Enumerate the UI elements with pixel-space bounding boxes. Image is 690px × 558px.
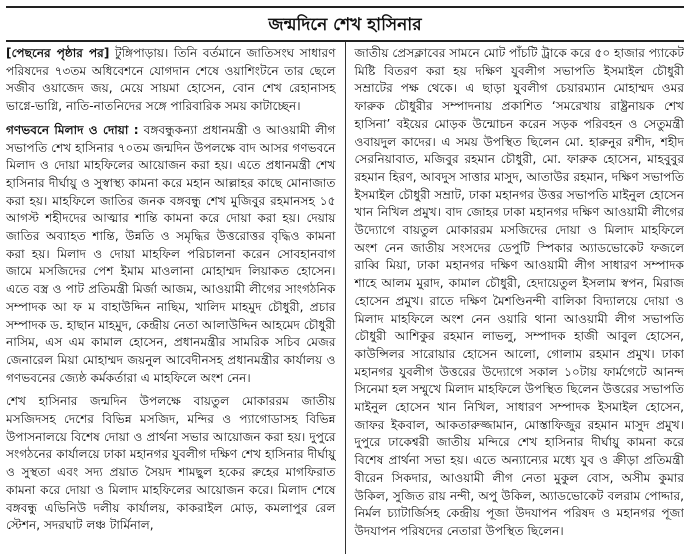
milad-paragraph [6,122,336,388]
article-headline: জন্মদিনে শেখ হাসিনার [6,10,684,42]
right-column [345,42,685,554]
left-column [6,42,345,554]
intro-text: টুঙ্গিপাড়ায়। তিনি বর্তমানে জাতিসংঘ সাধারণ পরিষদের ৭৩তম অধিবেশনে যোগদান শেষে ওয়াশিংটনে তার ছেলে সজীব ওয়াজেদ জয়, মেয়ে সায়মা হোসেন, বোন শেখ রেহানাসহ ভাগ্নে-ভাগ্নি, নাতি-নাতনিদের সঙ্গে পারিবারিক সময় কাটাচ্ছেন। [6,46,336,114]
top-rule [6,6,684,8]
section-subhead: গণভবনে মিলাদ ও দোয়া : [6,122,139,137]
right-paragraph: জাতীয় প্রেসক্লাবের সামনে মোট পাঁচটি ট্রাকে করে ৫০ হাজার প্যাকেট মিষ্টি বিতরণ করা হয় দক্ষিণ যুবলীগ সভাপতি ইসমাইল চৌধুরী সম্রাটের পক্ষ থেকে। এ ছাড়া যুবলীগ চেয়ারম্যান মোহাম্মদ ওমর ফারুক চৌধুরীর সম্পাদনায় প্রকাশিত ‘সমরেখায় রাষ্ট্রনায়ক শেখ হাসিনা’ বইয়ের মোড়ক উন্মোচন করেন সড়ক পরিবহন ও সেতুমন্ত্রী ওবায়দুল কাদের। এ সময় উপস্থিত ছিলেন মো. হারুনুর রশীদ, শহীদ সেরনিয়াবাত, মজিবুর রহমান চৌধুরী, মো. ফারুক হোসেন, মাহবুবুর রহমান হিরণ, আবদুস সাত্তার মাসুদ, আতাউর রহমান, দক্ষিণ সভাপতি ইসমাইল চৌধুরী সম্রাট, ঢাকা মহানগর উত্তর সভাপতি মাইনুল হোসেন খান নিখিল প্রমুখ। বাদ জোহর ঢাকা মহানগর দক্ষিণ আওয়ামী লীগের উদ্যোগে বায়তুল মোকাররম মসজিদের দোয়া ও মিলাদ মাহফিলে অংশ নেন জাতীয় সংসদের ডেপুটি স্পিকার অ্যাডভোকেট ফজলে রাব্বি মিয়া, ঢাকা মহানগর দক্ষিণ আওয়ামী লীগ সাধারণ সম্পাদক শাহে আলম মুরাদ, কামাল চৌধুরী, হেদায়েতুল ইসলাম স্বপন, মিরাজ হোসেন প্রমুখ। রাতে দক্ষিণ মৈশণ্ডিনন্দী বালিকা বিদ্যালয়ে দোয়া ও মিলাদ মাহফিলে অংশ নেন ওয়ারি থানা আওয়ামী লীগ সভাপতি চৌধুরী আশিকুর রহমান লাভলু, সম্পাদক হাজী আবুল হোসেন, কাউন্সিলর সারোয়ার হোসেন আলো, গোলাম রহমান প্রমুখ। ঢাকা মহানগর যুবলীগ উত্তরের উদ্যোগে সকাল ১০টায় ফার্মগেটে আনন্দ সিনেমা হল সম্মুখে মিলাদ মাহফিলে উপস্থিত ছিলেন উত্তরের সভাপতি মাইনুল হোসেন খান নিখিল, সাধারণ সম্পাদক ইসমাইল হোসেন, জাফর ইকবাল, আকতারুজ্জামান, মোস্তাফিজুর রহমান মাসুদ প্রমুখ। দুপুরে ঢাকেশ্বরী জাতীয় মন্দিরে শেখ হাসিনার দীর্ঘায়ু কামনা করে বিশেষ প্রার্থনা সভা হয়। এতে অন্যান্যের মধ্যে যুব ও ক্রীড়া প্রতিমন্ত্রী বীরেন সিকদার, আওয়ামী লীগ নেতা মুকুল বোস, অসীম কুমার উকিল, সুজিত রায় নন্দী, অপু উকিল, অ্যাডভোকেট বলরাম পোদ্দার, নির্মল চ্যাটার্জিসহ কেন্দ্রীয় পূজা উদযাপন পরিষদ ও মহানগর পূজা উদযাপন পরিষদের নেতারা উপস্থিত ছিলেন। [354,46,684,538]
intro-paragraph [6,45,336,116]
milad-text: বঙ্গবন্ধুকন্যা প্রধানমন্ত্রী ও আওয়ামী লীগ সভাপতি শেখ হাসিনার ৭০তম জন্মদিন উপলক্ষে বাদ আসর গণভবনে মিলাদ ও দোয়া মাহফিলের আয়োজন করা হয়। এতে প্রধানমন্ত্রী শেখ হাসিনার দীর্ঘায়ু ও সুস্বাস্থ্য কামনা করে মহান আল্লাহর কাছে মোনাজাত করা হয়। মাহফিলে জাতির জনক বঙ্গবন্ধু শেখ মুজিবুর রহমানসহ ১৫ আগস্ট শহীদদের আত্মার শান্তি কামনা করে দোয়া করা হয়। দেয়ায় জাতির অব্যাহত শান্তি, উন্নতি ও সমৃদ্ধির উত্তরোত্তর বৃদ্ধিও কামনা করা হয়। মিলাদ ও দোয়া মাহফিল পরিচালনা করেন সোবহানবাগ জামে মসজিদের পেশ ইমাম মাওলানা মোহাম্মদ লিয়াকত হোসেন। এতে বস্ত্র ও পাট প্রতিমন্ত্রী মির্জা আজম, আওয়ামী লীগের সাংগঠনিক সম্পাদক আ ফ ম বাহাউদ্দিন নাছিম, খালিদ মাহমুদ চৌধুরী, প্রচার সম্পাদক ড. হাছান মাহমুদ, কেন্দ্রীয় নেতা আলাউদ্দিন আহমেদ চৌধুরী নাসিম, এস এম কামাল হোসেন, প্রধানমন্ত্রীর সামরিক সচিব মেজর জেনারেল মিয়া মোহাম্মদ জয়নুল আবেদীনসহ প্রধানমন্ত্রীর কার্যালয় ও গণভবনের জ্যেষ্ঠ কর্মকর্তারা এ মাহফিলে অংশ নেন। [6,122,336,385]
article-columns [6,42,684,554]
prayer-paragraph: শেখ হাসিনার জন্মদিন উপলক্ষে বায়তুল মোকাররম জাতীয় মসজিদসহ দেশের বিভিন্ন মসজিদ, মন্দির ও প্যাগোডাসহ বিভিন্ন উপাসনালয়ে বিশেষ দোয়া ও প্রার্থনা সভার আয়োজন করা হয়। দুপুরে সংগঠনের কার্যালয়ে ঢাকা মহানগর যুবলীগ দক্ষিণ শেখ হাসিনার দীর্ঘায়ু ও সুস্থতা এবং সদ্য প্রয়াত সৈয়দ শামছুল হকের রুহের মাগফিরাত কামনা করে দোয়া ও মিলাদ মাহফিলের আয়োজন করে। মিলাদ শেষে বঙ্গবন্ধু এভিনিউ দলীয় কার্যালয়, কাকরাইল মোড়, কমলাপুর রেল স্টেশন, সদরঘাট লঞ্চ টার্মিনাল, [6,394,336,533]
continuation-kicker: [পেছনের পৃষ্ঠার পর] [6,46,110,60]
